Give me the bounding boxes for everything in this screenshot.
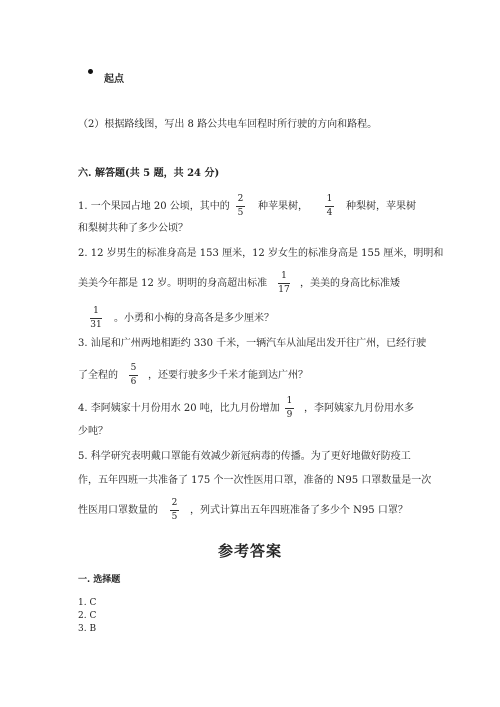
q2-frac1-num: 1 bbox=[281, 271, 287, 281]
answers-title: 参考答案 bbox=[217, 542, 282, 560]
section-6-heading: 六. 解答题(共 5 题，共 24 分) bbox=[78, 168, 220, 179]
q1-frac1-den: 5 bbox=[237, 208, 244, 218]
q4-frac-den: 9 bbox=[286, 410, 293, 420]
q3-text-line1: 3. 汕尾和广州两地相距约 330 千米，一辆汽车从汕尾出发开往广州，已经行驶 bbox=[78, 338, 427, 349]
q5-fraction bbox=[170, 498, 179, 523]
q2-text-line3: 。小勇和小梅的身高各是多少厘米？ bbox=[114, 313, 274, 324]
q2-frac2-den: 31 bbox=[90, 320, 102, 330]
q1-fraction-2 bbox=[325, 194, 334, 219]
q2-frac2-num: 1 bbox=[93, 306, 99, 316]
q2-frac1-den: 17 bbox=[278, 285, 290, 295]
q1-fraction-1 bbox=[236, 194, 245, 219]
q3-text-b: ，还要行驶多少千米才能到达广州？ bbox=[148, 370, 308, 381]
q3-frac-num: 5 bbox=[130, 363, 137, 373]
q2-text-b: ，美美的身高比标准矮 bbox=[300, 278, 400, 289]
q4-text-b: ，李阿姨家九月份用水多 bbox=[304, 403, 414, 414]
q5-text-b: ，列式计算出五年四班准备了多少个 N95 口罩？ bbox=[190, 505, 408, 516]
q2-fraction-1 bbox=[278, 271, 290, 296]
q1-text-c: 种梨树，苹果树 bbox=[346, 201, 416, 212]
q1-text-b: 种苹果树， bbox=[258, 201, 308, 212]
q5-text-line1: 5. 科学研究表明戴口罩能有效减少新冠病毒的传播。为了更好地做好防疫工 bbox=[78, 451, 411, 462]
answer-item-3: 3. B bbox=[78, 624, 97, 634]
q1-text-line2: 和梨树共种了多少公顷？ bbox=[78, 223, 188, 234]
q4-text-a: 4. 李阿姨家十月份用水 20 吨，比九月份增加 bbox=[78, 403, 280, 414]
q2-text-a: 美美今年都是 12 岁。明明的身高超出标准 bbox=[78, 278, 268, 289]
q5-frac-num: 2 bbox=[171, 498, 178, 508]
q3-fraction bbox=[129, 363, 138, 388]
q1-text-a: 1. 一个果园占地 20 公顷，其中的 bbox=[78, 201, 230, 212]
q5-frac-den: 5 bbox=[171, 512, 178, 522]
q2-text-line1: 2. 12 岁男生的标准身高是 153 厘米，12 岁女生的标准身高是 155 厘米，明明和 bbox=[78, 248, 444, 259]
bullet-label: 起点 bbox=[104, 74, 124, 85]
q1-frac2-den: 4 bbox=[326, 208, 333, 218]
q3-text-a: 了全程的 bbox=[78, 370, 118, 381]
answers-section-1: 一. 选择题 bbox=[78, 575, 121, 585]
q5-text-line2: 作，五年四班一共准备了 175 个一次性医用口罩，准备的 N95 口罩数量是一次 bbox=[78, 475, 432, 486]
q2-fraction-2 bbox=[90, 306, 102, 331]
answer-item-2: 2. C bbox=[78, 611, 97, 621]
q4-fraction bbox=[285, 396, 294, 421]
q1-frac1-num: 2 bbox=[237, 194, 244, 204]
q4-frac-num: 1 bbox=[286, 396, 293, 406]
q1-frac2-num: 1 bbox=[326, 194, 333, 204]
bullet-dot bbox=[88, 69, 93, 74]
q5-text-a: 性医用口罩数量的 bbox=[78, 505, 158, 516]
q4-text-line2: 少吨？ bbox=[78, 426, 108, 437]
question-5-2: （2）根据路线图，写出 8 路公共电车回程时所行驶的方向和路程。 bbox=[78, 119, 378, 130]
answer-item-1: 1. C bbox=[78, 598, 97, 608]
q3-frac-den: 6 bbox=[130, 377, 137, 387]
